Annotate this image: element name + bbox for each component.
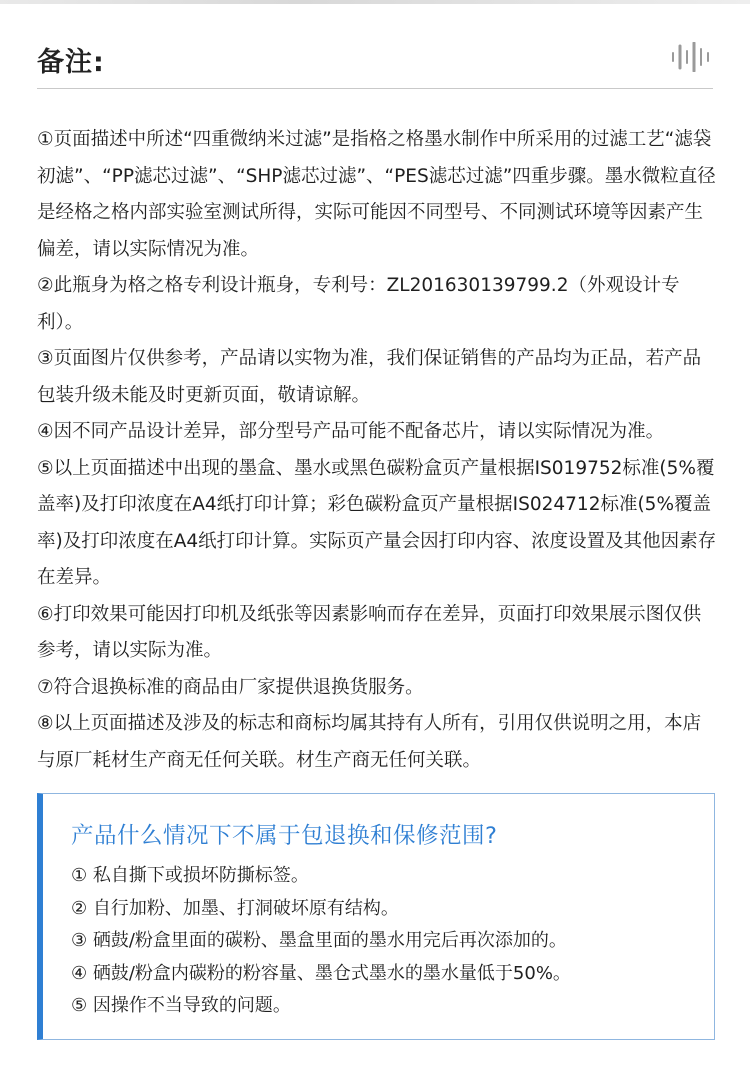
title-divider bbox=[37, 88, 713, 89]
warranty-exclusion-title: 产品什么情况下不属于包退换和保修范围? bbox=[71, 823, 498, 849]
exclusion-item: ① 私自撕下或损坏防撕标签。 bbox=[71, 865, 309, 886]
exclusion-item: ② 自行加粉、加墨、打洞破坏原有结构。 bbox=[71, 897, 399, 919]
note-item: ⑤以上页面描述中出现的墨盒、墨水或黑色碳粉盒页产量根据IS019752标准(5%覆盖率)及打印浓度在A4纸打印计算；彩色碳粉盒页产量根据IS024712标准(5%覆盖率)及打印浓度在A4纸打印计算。实际页产量会因打印内容、浓度设置及其他因素存在差异。 bbox=[37, 457, 717, 588]
note-item: ①页面描述中所述“四重微纳米过滤”是指格之格墨水制作中所采用的过滤工艺“滤袋初滤”、“PP滤芯过滤”、“SHP滤芯过滤”、“PES滤芯过滤”四重步骤。墨水微粒直径是经格之格内部实验室测试所得，实际可能因不同型号、不同测试环境等因素产生偏差，请以实际情况为准。 bbox=[37, 129, 716, 260]
note-item: ⑥打印效果可能因打印机及纸张等因素影响而存在差异，页面打印效果展示图仅供参考，请以实际为准。 bbox=[37, 603, 702, 661]
note-item: ⑧以上页面描述及涉及的标志和商标均属其持有人所有，引用仅供说明之用，本店与原厂耗材生产商无任何关联。材生产商无任何关联。 bbox=[37, 713, 702, 771]
top-rule bbox=[0, 0, 750, 4]
note-item: ②此瓶身为格之格专利设计瓶身，专利号：ZL201630139799.2（外观设计专利）。 bbox=[37, 275, 680, 333]
warranty-exclusion-box bbox=[37, 793, 715, 1040]
exclusion-item: ③ 硒鼓/粉盒里面的碳粉、墨盒里面的墨水用完后再次添加的。 bbox=[71, 930, 567, 951]
notes-list bbox=[37, 122, 717, 779]
note-item: ③页面图片仅供参考，产品请以实物为准，我们保证销售的产品均为正品，若产品包装升级未能及时更新页面，敬请谅解。 bbox=[37, 348, 702, 406]
note-item: ④因不同产品设计差异，部分型号产品可能不配备芯片，请以实际情况为准。 bbox=[37, 421, 665, 442]
note-item: ⑦符合退换标准的商品由厂家提供退换货服务。 bbox=[37, 676, 424, 698]
page-title: 备注: bbox=[37, 47, 105, 78]
warranty-exclusion-list bbox=[71, 860, 701, 1023]
exclusion-item: ⑤ 因操作不当导致的问题。 bbox=[71, 995, 291, 1016]
sound-wave-icon bbox=[670, 42, 714, 72]
exclusion-item: ④ 硒鼓/粉盒内碳粉的粉容量、墨仓式墨水的墨水量低于50%。 bbox=[71, 962, 571, 984]
